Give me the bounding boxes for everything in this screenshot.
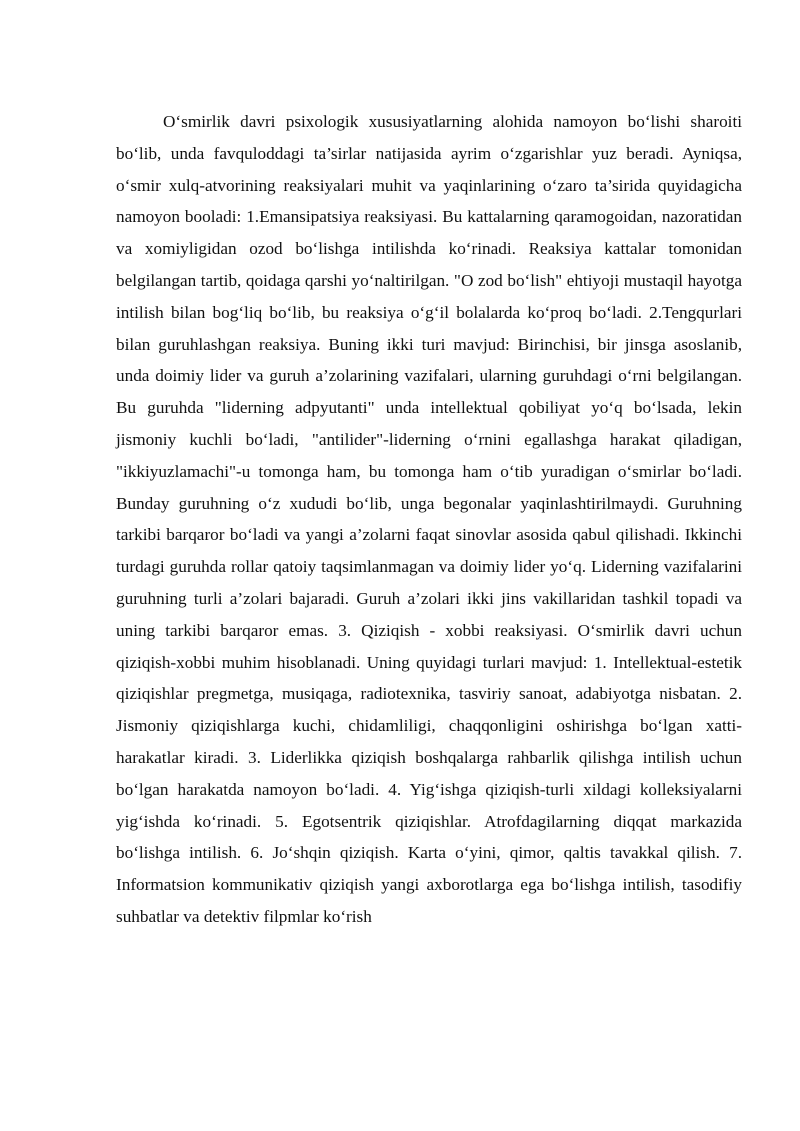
body-paragraph: O‘smirlik davri psixologik xususiyatlarning alohida namoyon bo‘lishi sharoiti bo‘lib, unda favquloddagi ta’sirlar natijasida ayrim o‘zgarishlar yuz beradi. Ayniqsa, o‘smir xulq-atvorining reaksiyalari muhit va yaqinlarining o‘zaro ta’sirida quyidagicha namoyon booladi: 1.Emansipatsiya reaksiyasi. Bu kattalarning qaramogoidan, nazoratidan va xomiyligidan ozod bo‘lishga intilishda ko‘rinadi. Reaksiya kattalar tomonidan belgilangan tartib, qoidaga qarshi yo‘naltirilgan. "O zod bo‘lish" ehtiyoji mustaqil hayotga intilish bilan bog‘liq bo‘lib, bu reaksiya o‘g‘il bolalarda ko‘proq bo‘ladi. 2.Tengqurlari bilan guruhlashgan reaksiya. Buning ikki turi mavjud: Birinchisi, bir jinsga asoslanib, unda doimiy lider va guruh a’zolarining vazifalari, ularning guruhdagi o‘rni belgilangan. Bu guruhda "liderning adpyutanti" unda intellektual qobiliyat yo‘q bo‘lsada, lekin jismoniy kuchli bo‘ladi, "antilider"-liderning o‘rnini egallashga harakat qiladigan, "ikkiyuzlamachi"-u tomonga ham, bu tomonga ham o‘tib yuradigan o‘smirlar bo‘ladi. Bunday guruhning o‘z xududi bo‘lib, unga begonalar yaqinlashtirilmaydi. Guruhning tarkibi barqaror bo‘ladi va yangi a’zolarni faqat sinovlar asosida qabul qilishadi. Ikkinchi turdagi guruhda rollar qatoiy taqsimlanmagan va doimiy lider yo‘q. Liderning vazifalarini guruhning turli a’zolari bajaradi. Guruh a’zolari ikki jins vakillaridan tashkil topadi va uning tarkibi barqaror emas. 3. Qiziqish - xobbi reaksiyasi. O‘smirlik davri uchun qiziqish-xobbi muhim hisoblanadi. Uning quyidagi turlari mavjud: 1. Intellektual-estetik qiziqishlar pregmetga, musiqaga, radiotexnika, tasviriy sanoat, adabiyotga nisbatan. 2. Jismoniy qiziqishlarga kuchi, chidamliligi, chaqqonligini oshirishga bo‘lgan xatti-harakatlar kiradi. 3. Liderlikka qiziqish boshqalarga rahbarlik qilishga intilish uchun bo‘lgan harakatda namoyon bo‘ladi. 4. Yig‘ishga qiziqish-turli xildagi kolleksiyalarni yig‘ishda ko‘rinadi. 5. Egotsentrik qiziqishlar. Atrofdagilarning diqqat markazida bo‘lishga intilish. 6. Jo‘shqin qiziqish. Karta o‘yini, qimor, qaltis tavakkal qilish. 7. Informatsion kommunikativ qiziqish yangi axborotlarga ega bo‘lishga intilish, tasodifiy suhbatlar va detektiv filpmlar ko‘rish bbox=[116, 112, 742, 926]
document-body bbox=[116, 106, 742, 933]
